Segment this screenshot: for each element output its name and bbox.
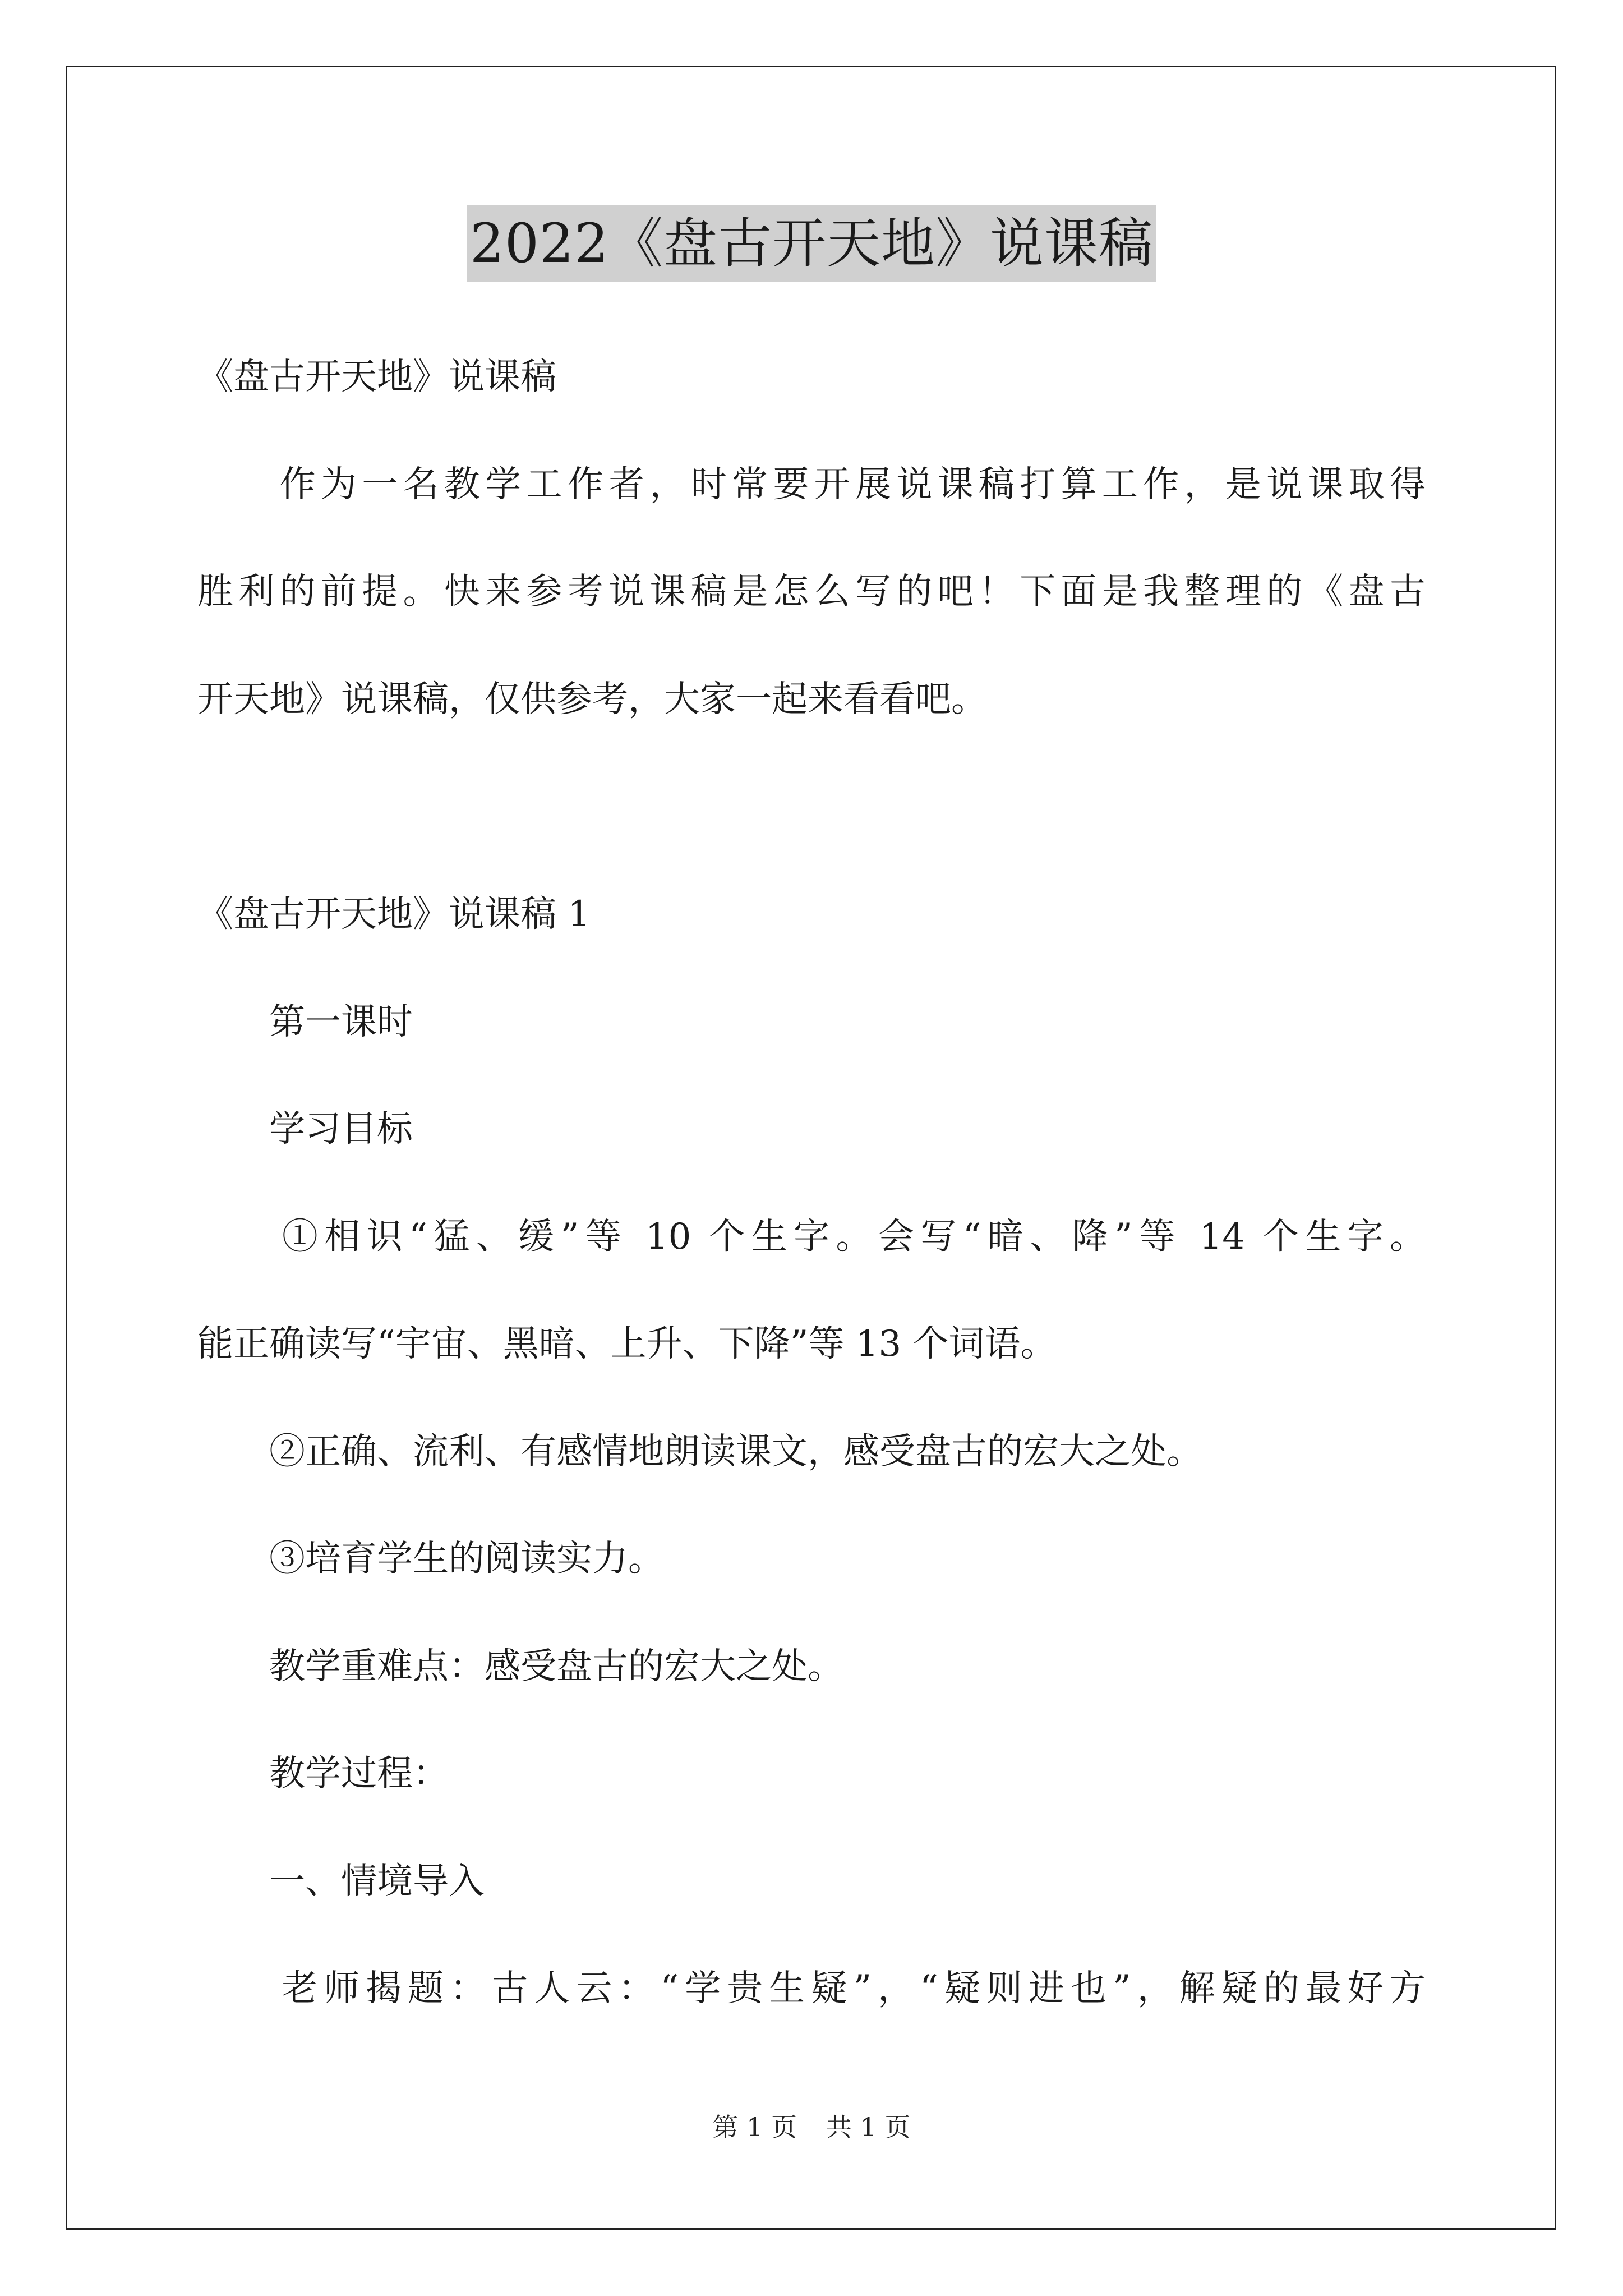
page-footer bbox=[0, 2110, 1623, 2144]
document-title: 2022《盘古开天地》说课稿 bbox=[467, 205, 1156, 282]
paragraph-line: 胜利的前提。快来参考说课稿是怎么写的吧！下面是我整理的《盘古 bbox=[197, 571, 1426, 613]
paragraph-line: 第一课时 bbox=[197, 1001, 413, 1043]
paragraph-line: 能正确读写“宇宙、黑暗、上升、下降”等 13 个词语。 bbox=[197, 1323, 1057, 1365]
paragraph-line: 作为一名教学工作者，时常要开展说课稿打算工作，是说课取得 bbox=[197, 464, 1426, 505]
paragraph-line: 学习目标 bbox=[197, 1108, 413, 1150]
paragraph-line: ③培育学生的阅读实力。 bbox=[197, 1538, 664, 1580]
page-number-total: 共 1 页 bbox=[826, 2112, 911, 2142]
paragraph-line: ②正确、流利、有感情地朗读课文，感受盘古的宏大之处。 bbox=[197, 1431, 1202, 1473]
section-heading-intro: 《盘古开天地》说课稿 bbox=[197, 356, 556, 398]
page-number-current: 第 1 页 bbox=[712, 2112, 797, 2142]
paragraph-line: 教学过程： bbox=[197, 1753, 449, 1795]
title-container bbox=[0, 205, 1623, 282]
section-heading-1: 《盘古开天地》说课稿 1 bbox=[197, 894, 591, 935]
paragraph-line: 教学重难点：感受盘古的宏大之处。 bbox=[197, 1646, 843, 1687]
paragraph-line: ①相识“猛、缓”等 10 个生字。会写“暗、降”等 14 个生字。 bbox=[197, 1216, 1426, 1258]
paragraph-line: 一、情境导入 bbox=[197, 1861, 485, 1902]
paragraph-line: 老师揭题：古人云：“学贵生疑”，“疑则进也”，解疑的最好方 bbox=[197, 1968, 1426, 2009]
paragraph-line: 开天地》说课稿，仅供参考，大家一起来看看吧。 bbox=[197, 679, 987, 720]
